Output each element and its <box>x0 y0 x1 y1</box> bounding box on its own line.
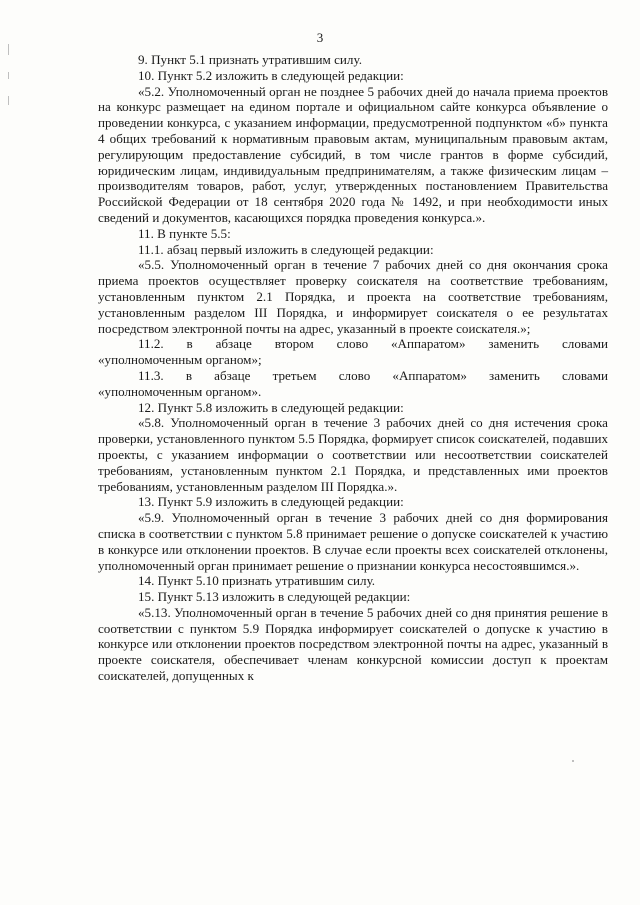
paragraph: 15. Пункт 5.13 изложить в следующей редакции: <box>138 589 411 605</box>
paragraph: «уполномоченным органом»; <box>98 352 262 368</box>
paragraph: «5.13. Уполномоченный орган в течение 5 рабочих дней со дня принятия решение в соответствии с пунктом 5.9 Порядка информирует соискателей о допуске к участию в конкурсе или отклонении проектов посредством электронной почты на адрес, указанный в проекте соискателя, обеспечивает членам конкурсной комиссии доступ к проектам соискателей, допущенных к <box>98 604 608 684</box>
paragraph: 9. Пункт 5.1 признать утратившим силу. <box>138 52 362 67</box>
paragraph: 11.3. в абзаце третьем слово «Аппаратом» заменить словами <box>138 367 608 383</box>
paragraph: «5.9. Уполномоченный орган в течение 3 рабочих дней со дня формирования списка в соответствии с пунктом 5.8 принимает решение о допуске соискателей к участию в конкурсе или отклонении проектов. В случае если проекты всех соискателей отклонены, уполномоченный орган принимает решение о признании конкурса несостоявшимся.». <box>98 510 608 573</box>
paragraph: «уполномоченным органом». <box>98 383 262 399</box>
scan-speck <box>572 760 574 762</box>
page-number: 3 <box>316 30 324 45</box>
paragraph: «5.5. Уполномоченный орган в течение 7 рабочих дней со дня окончания срока приема проектов осуществляет проверку соискателя на соответствие требованиям, установленным пунктом 2.1 Порядка, и проекта на соответствие требованиям, установленным разделом III Порядка, и информирует соискателя о ее результатах посредством электронной почты на адрес, указанный в проекте соискателя.»; <box>98 257 608 336</box>
document-body <box>98 52 608 684</box>
scan-margin-mark <box>8 96 9 105</box>
paragraph: «5.2. Уполномоченный орган не позднее 5 рабочих дней до начала приема проектов на конкурс размещает на едином портале и официальном сайте конкурса объявление о проведении конкурса, с указанием информации, предусмотренной подпунктом «б» пункта 4 общих требований к нормативным правовым актам, муниципальным правовым актам, регулирующим предоставление субсидий, в том числе грантов в форме субсидий, юридическим лицам, индивидуальным предпринимателям, а также физическим лицам – производителям товаров, работ, услуг, утвержденных постановлением Правительства Российской Федерации от 18 сентября 2020 года № 1492, и при необходимости иных сведений и документов, касающихся порядка проведения конкурса.». <box>98 83 608 225</box>
paragraph: 11. В пункте 5.5: <box>138 225 231 241</box>
paragraph: 10. Пункт 5.2 изложить в следующей редакции: <box>138 67 404 83</box>
paragraph: «5.8. Уполномоченный орган в течение 3 рабочих дней со дня истечения срока проверки, установленного пунктом 5.5 Порядка, формирует список соискателей, подавших проекты, с указанием информации о соответствии или несоответствии соискателей требованиям, установленным пунктом 2.1 Порядка, и представленных ими проектов требованиям, установленным разделом III Порядка.». <box>98 415 608 494</box>
paragraph: 13. Пункт 5.9 изложить в следующей редакции: <box>138 494 404 510</box>
paragraph: 14. Пункт 5.10 признать утратившим силу. <box>138 573 376 589</box>
paragraph: 12. Пункт 5.8 изложить в следующей редакции: <box>138 399 404 415</box>
paragraph: 11.2. в абзаце втором слово «Аппаратом» заменить словами <box>138 336 608 352</box>
scan-margin-mark <box>8 72 9 79</box>
paragraph: 11.1. абзац первый изложить в следующей редакции: <box>138 241 434 257</box>
